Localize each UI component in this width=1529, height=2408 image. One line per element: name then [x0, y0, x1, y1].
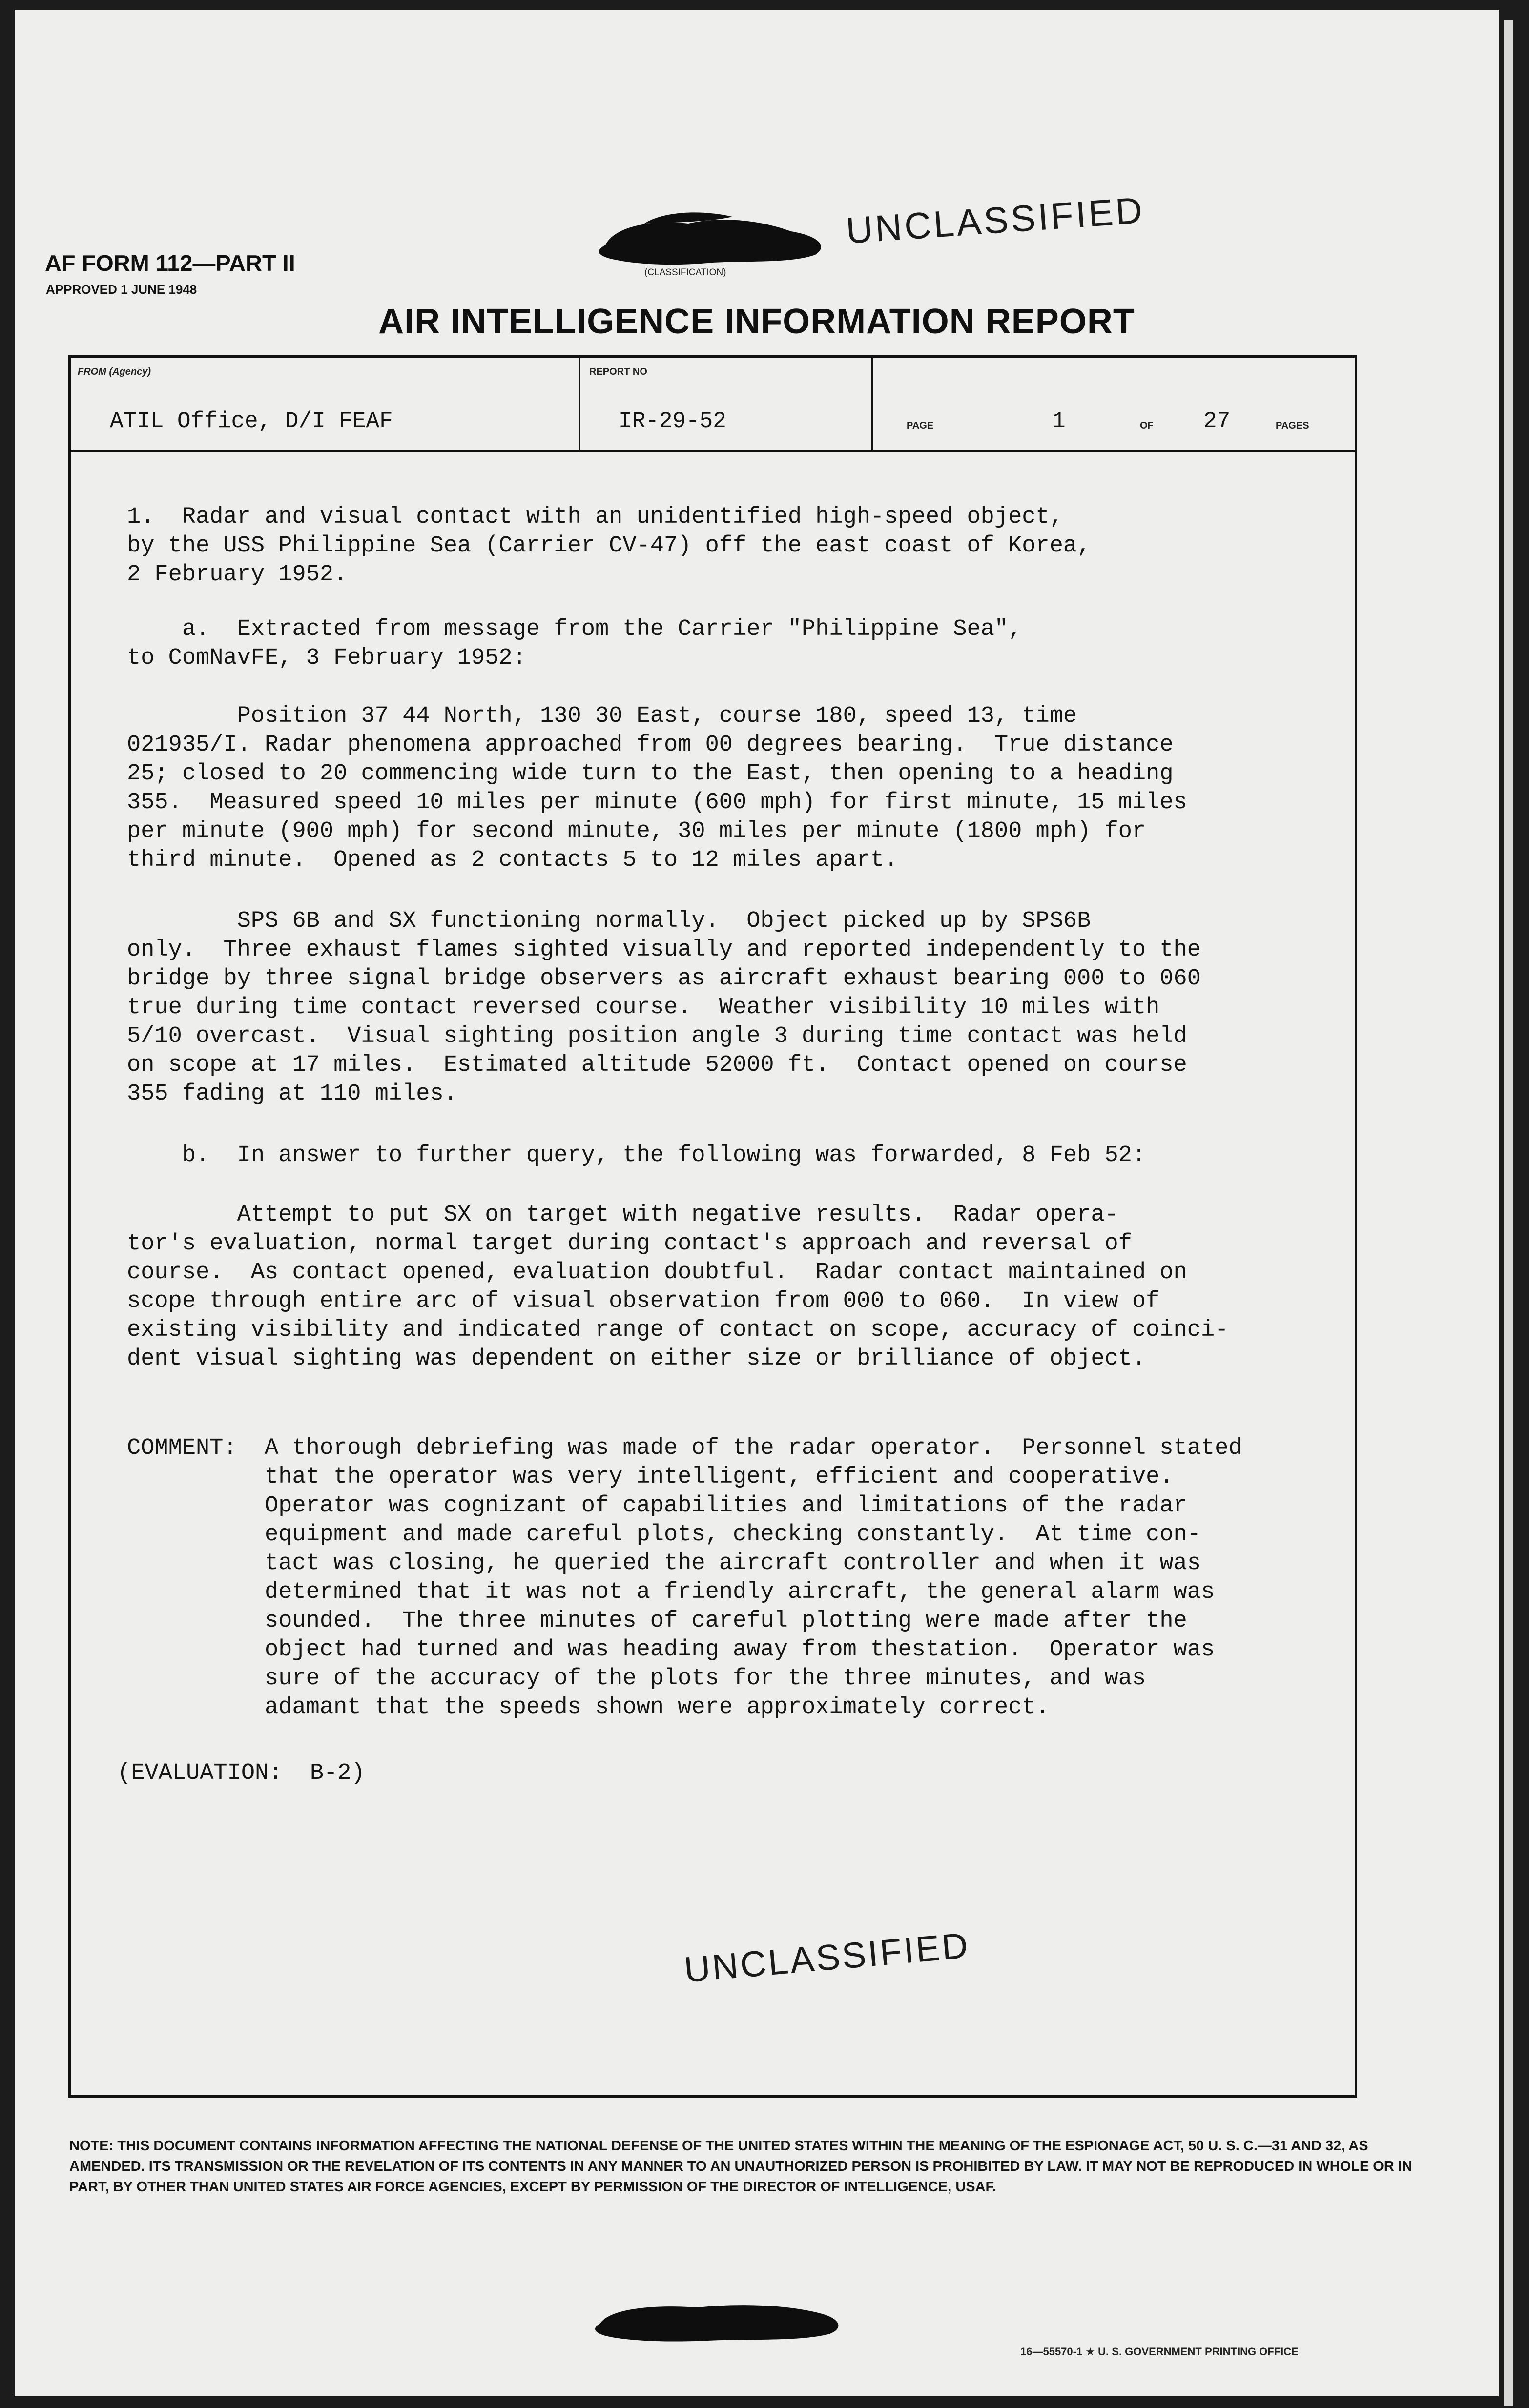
header-column-divider [579, 358, 580, 450]
page-label: PAGE [907, 420, 934, 431]
evaluation: (EVALUATION: B-2) [117, 1760, 365, 1786]
report-number: IR-29-52 [619, 408, 726, 434]
print-code: 16—55570-1 ★ U. S. GOVERNMENT PRINTING OFFICE [1020, 2346, 1299, 2358]
message-text-2: SPS 6B and SX functioning normally. Object picked up by SPS6B only. Three exhaust flames sighted visually and reported independently to the bridge by three signal bridge observers as aircraft exhaust bearing 000 to 060 true during time contact reversed course. Weather visibility 10 miles with 5/10 overcast. Visual sighting position angle 3 during time contact was held on scope at 17 miles. Estimated altitude 52000 ft. Contact opened on course 355 fading at 110 miles. [127, 908, 1201, 1107]
paragraph-1a: a. Extracted from message from the Carrier "Philippine Sea", to ComNavFE, 3 February 1952: [127, 616, 1022, 671]
report-title: AIR INTELLIGENCE INFORMATION REPORT [378, 302, 1135, 341]
classification-label: (CLASSIFICATION) [644, 267, 726, 278]
form-number: AF FORM 112—PART II [45, 250, 295, 276]
espionage-act-notice: NOTE: THIS DOCUMENT CONTAINS INFORMATION AFFECTING THE NATIONAL DEFENSE OF THE UNITED STATES WITHIN THE MEANING OF THE ESPIONAGE ACT, 50 U. S. C.—31 AND 32, AS AMENDED. ITS TRANSMISSION OR THE REVELATION OF ITS CONTENTS IN ANY MANNER TO AN UNAUTHORIZED PERSON IS PROHIBITED BY LAW. IT MAY NOT BE REPRODUCED IN WHOLE OR IN PART, BY OTHER THAN UNITED STATES AIR FORCE AGENCIES, EXCEPT BY PERMISSION OF THE DIRECTOR OF INTELLIGENCE, USAF. [69, 2138, 1412, 2195]
report-number-label: REPORT NO [589, 367, 647, 377]
pages-label: PAGES [1276, 420, 1309, 431]
classification-stamp-top: UNCLASSIFIED [845, 189, 1146, 252]
from-label: FROM (Agency) [78, 367, 151, 377]
redaction-blot-bottom [586, 2294, 849, 2347]
classification-stamp-bottom: UNCLASSIFIED [682, 1924, 971, 1990]
paragraph-1b: b. In answer to further query, the following was forwarded, 8 Feb 52: [127, 1143, 1146, 1168]
form-approval-date: APPROVED 1 JUNE 1948 [46, 282, 197, 297]
header-divider [71, 450, 1355, 452]
header-column-divider [871, 358, 873, 450]
query-answer-text: Attempt to put SX on target with negative results. Radar opera- tor's evaluation, normal target during contact's approach and reversal of course. As contact opened, evaluation doubtful. Radar contact maintained on scope through entire arc of visual observation from 000 to 060. In view of existing visibility and indicated range of contact on scope, accuracy of coinci- dent visual sighting was dependent on either size or brilliance of object. [127, 1202, 1229, 1372]
of-label: OF [1140, 420, 1154, 431]
comment-text: COMMENT: A thorough debriefing was made of the radar operator. Personnel stated that the operator was very intelligent, efficient and cooperative. Operator was cognizant of capabilities and limitations of the radar equipment and made careful plots, checking constantly. At time con- tact was closing, he queried the aircraft controller and when it was determined that it was not a friendly aircraft, the general alarm was sounded. The three minutes of careful plotting were made after the object had turned and was heading away from thestation. Operator was sure of the accuracy of the plots for the three minutes, and was adamant that the speeds shown were approximately correct. [127, 1435, 1242, 1720]
redaction-blot-top [586, 206, 840, 274]
document-page [15, 10, 1499, 2396]
paragraph-1: 1. Radar and visual contact with an unidentified high-speed object, by the USS Philippine Sea (Carrier CV-47) off the east coast of Korea, 2 February 1952. [127, 504, 1091, 588]
from-agency: ATIL Office, D/I FEAF [110, 408, 393, 434]
page-number: 1 [1052, 408, 1066, 434]
message-text-1: Position 37 44 North, 130 30 East, course 180, speed 13, time 021935/I. Radar phenomena approached from 00 degrees bearing. True distance 25; closed to 20 commencing wide turn to the East, then opening to a heading 355. Measured speed 10 miles per minute (600 mph) for first minute, 15 miles per minute (900 mph) for second minute, 30 miles per minute (1800 mph) for third minute. Opened as 2 contacts 5 to 12 miles apart. [127, 703, 1187, 873]
page-edge [1504, 20, 1513, 2406]
page-count: 27 [1203, 408, 1231, 434]
